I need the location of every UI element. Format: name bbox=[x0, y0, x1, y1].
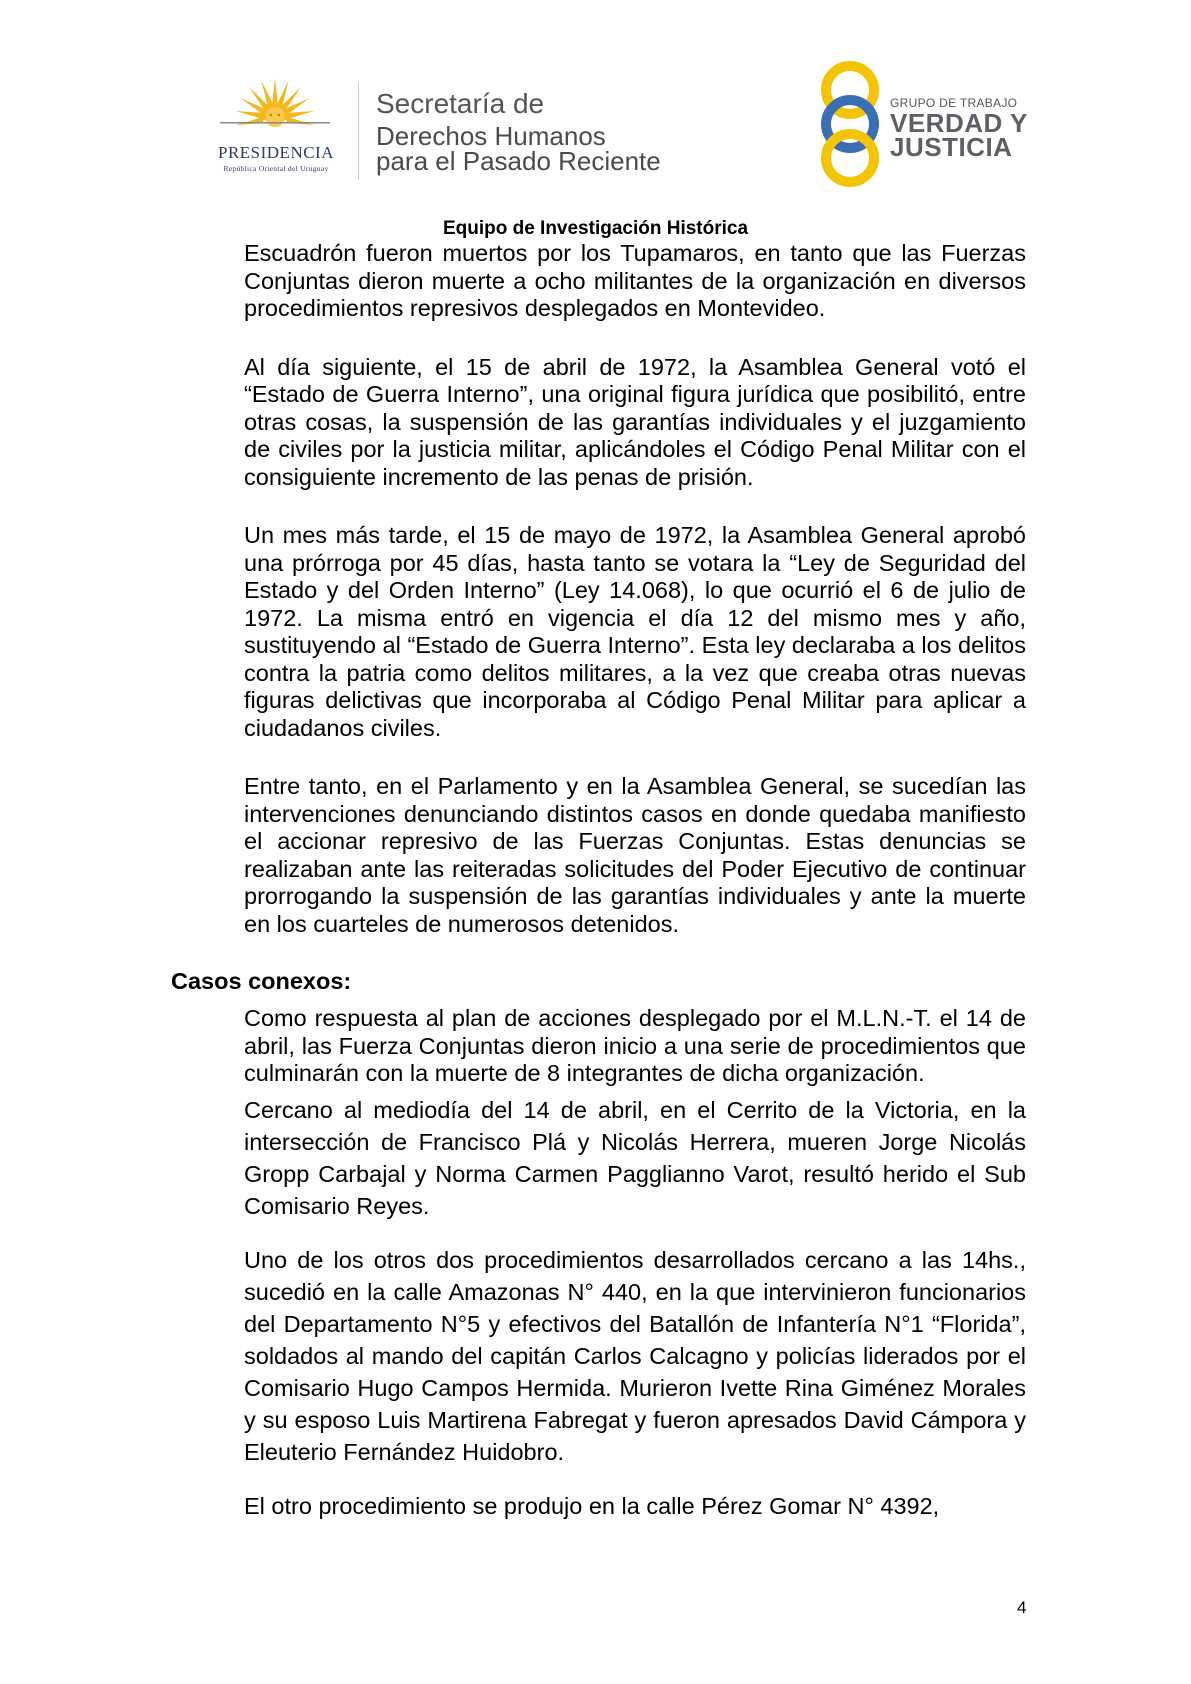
sun-emblem-icon bbox=[200, 78, 350, 178]
paragraph: Cercano al mediodía del 14 de abril, en el Cerrito de la Victoria, en la intersección de Francisco Plá y Nicolás Herrera, mueren Jorge Nicolás Gropp Carbajal y Norma Carmen Pagglianno Varot, resultó herido el Sub Comisario Reyes. bbox=[244, 1096, 1026, 1219]
grupo-trabajo-label: GRUPO DE TRABAJO bbox=[890, 96, 1018, 110]
verdad-label: VERDAD Y bbox=[890, 108, 1028, 138]
secretaria-line-2: Derechos Humanos bbox=[376, 121, 606, 151]
paragraph: Como respuesta al plan de acciones desplegado por el M.L.N.-T. el 14 de abril, las Fuerza Conjuntas dieron inicio a una serie de procedimientos que culminarán con la muerte de 8 integrantes de dicha organización. bbox=[244, 1005, 1026, 1086]
page-number: 4 bbox=[1017, 1598, 1027, 1617]
paragraph: Al día siguiente, el 15 de abril de 1972, la Asamblea General votó el “Estado de Guerra Interno”, una original figura jurídica que posibilitó, entre otras cosas, la suspensión de las garantías individuales y el juzgamiento de civiles por la justicia militar, aplicándoles el Código Penal Militar con el consiguiente incremento de las penas de prisión. bbox=[244, 353, 1026, 490]
team-title: Equipo de Investigación Histórica bbox=[442, 218, 749, 239]
secretaria-line-3: para el Pasado Reciente bbox=[376, 146, 661, 176]
rings-logo-icon bbox=[810, 60, 890, 188]
paragraph: Entre tanto, en el Parlamento y en la Asamblea General, se sucedían las intervenciones denunciando distintos casos en donde quedaba manifiesto el accionar represivo de las Fuerzas Conjuntas. Estas denuncias se realizaban ante las reiteradas solicitudes del Poder Ejecutivo de continuar prorrogando la suspensión de las garantías individuales y ante la muerte en los cuarteles de numerosos detenidos. bbox=[244, 773, 1026, 937]
presidencia-subtitle: República Oriental del Uruguay bbox=[223, 164, 329, 173]
secretaria-title: Secretaría de bbox=[376, 88, 545, 119]
paragraph: Un mes más tarde, el 15 de mayo de 1972, la Asamblea General aprobó una prórroga por 45 días, hasta tanto se votara la “Ley de Seguridad del Estado y del Orden Interno” (Ley 14.068), lo que ocurrió el 6 de julio de 1972. La misma entró en vigencia el día 12 del mismo mes y año, sustituyendo al “Estado de Guerra Interno”. Esta ley declaraba a los delitos contra la patria como delitos militares, a la vez que creaba otras nuevas figuras delictivas que incorporaba al Código Penal Militar para aplicar a ciudadanos civiles. bbox=[244, 522, 1026, 741]
presidencia-label: PRESIDENCIA bbox=[217, 143, 334, 162]
main-text bbox=[244, 240, 1026, 938]
paragraph: Escuadrón fueron muertos por los Tupamaros, en tanto que las Fuerzas Conjuntas dieron muerte a ocho militantes de la organización en diversos procedimientos represivos desplegados en Montevideo. bbox=[244, 240, 1026, 321]
page-header bbox=[0, 0, 1191, 239]
cases-text bbox=[244, 1005, 1026, 1522]
section-heading: Casos conexos: bbox=[171, 968, 352, 994]
divider bbox=[358, 82, 359, 180]
paragraph: El otro procedimiento se produjo en la calle Pérez Gomar N° 4392, bbox=[244, 1492, 940, 1519]
paragraph: Uno de los otros dos procedimientos desarrollados cercano a las 14hs., sucedió en la calle Amazonas N° 440, en la que intervinieron funcionarios del Departamento N°5 y efectivos del Batallón de Infantería N°1 “Florida”, soldados al mando del capitán Carlos Calcagno y policías liderados por el Comisario Hugo Campos Hermida. Murieron Ivette Rina Giménez Morales y su esposo Luis Martirena Fabregat y fueron apresados David Cámpora y Eleuterio Fernández Huidobro. bbox=[244, 1246, 1026, 1465]
justicia-label: JUSTICIA bbox=[890, 132, 1013, 162]
